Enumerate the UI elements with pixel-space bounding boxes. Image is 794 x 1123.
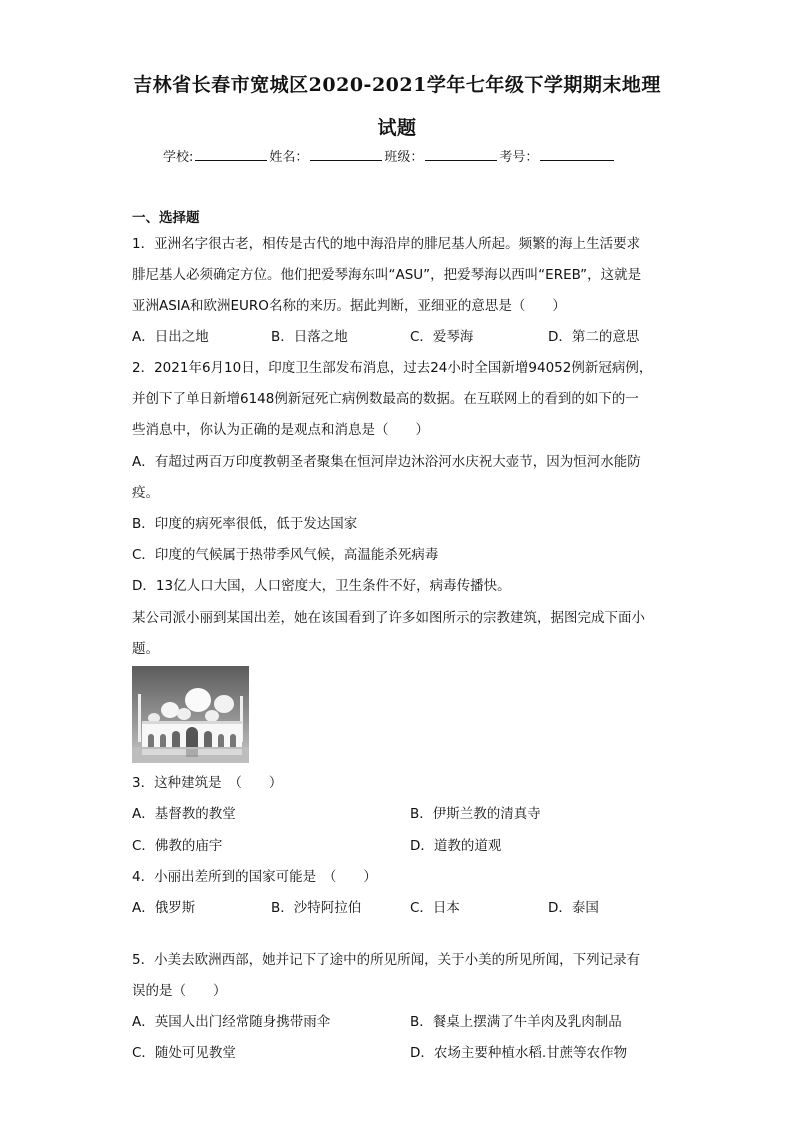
q4-option-d[interactable]: D．泰国: [548, 900, 599, 916]
q5-option-d[interactable]: D．农场主要种植水稻.甘蔗等农作物: [410, 1045, 628, 1061]
q5-option-b[interactable]: B．餐桌上摆满了牛羊肉及乳肉制品: [410, 1014, 622, 1030]
q1-option-a[interactable]: A．日出之地: [132, 329, 209, 345]
q3-option-c[interactable]: C．佛教的庙宇: [132, 838, 223, 854]
page-title: 吉林省长春市宽城区2020-2021学年七年级下学期期末地理: [133, 74, 661, 96]
q2-text-line3: 些消息中，你认为正确的是观点和消息是（ ）: [132, 422, 429, 438]
q5-option-a[interactable]: A．英国人出门经常随身携带雨伞: [132, 1014, 331, 1030]
q1-text-line2: 腓尼基人必须确定方位。他们把爱琴海东叫“ASU”，把爱琴海以西叫“EREB”，这就是: [132, 267, 642, 283]
class-blank[interactable]: [425, 146, 497, 161]
class-label: 班级：: [384, 150, 424, 165]
q4-option-c[interactable]: C．日本: [410, 900, 460, 916]
q2-option-c[interactable]: C．印度的气候属于热带季风气候，高温能杀死病毒: [132, 547, 439, 563]
q2-option-a-continued: 疫。: [132, 485, 159, 501]
section-heading: 一、选择题: [132, 210, 200, 226]
q4-option-b[interactable]: B．沙特阿拉伯: [271, 900, 362, 916]
q1-option-c[interactable]: C．爱琴海: [410, 329, 474, 345]
q2-text-line2: 并创下了单日新增6148例新冠死亡病例数最高的数据。在互联网上的看到的如下的一: [132, 391, 639, 407]
number-label: 考号：: [499, 150, 539, 165]
school-blank[interactable]: [195, 146, 267, 161]
q1-text-line1: 1．亚洲名字很古老，相传是古代的地中海沿岸的腓尼基人所起。频繁的海上生活要求: [132, 236, 641, 252]
q5-option-c[interactable]: C．随处可见教堂: [132, 1045, 236, 1061]
q1-option-b[interactable]: B．日落之地: [271, 329, 348, 345]
number-blank[interactable]: [540, 146, 614, 161]
q2-option-d[interactable]: D．13亿人口大国，人口密度大，卫生条件不好，病毒传播快。: [132, 578, 511, 594]
student-info-line: [163, 146, 616, 165]
q3-option-d[interactable]: D．道教的道观: [410, 838, 502, 854]
q4-text: 4．小丽出差所到的国家可能是 （ ）: [132, 869, 377, 885]
q2-option-a[interactable]: A．有超过两百万印度教朝圣者聚集在恒河岸边沐浴河水庆祝大壶节，因为恒河水能防: [132, 454, 641, 470]
school-label: 学校:: [163, 150, 194, 165]
mosque-photo: [132, 666, 249, 763]
q5-text-line1: 5．小美去欧洲西部，她并记下了途中的所见所闻，关于小美的所见所闻，下列记录有: [132, 952, 641, 968]
shared-stem-line2: 题。: [132, 641, 159, 657]
name-label: 姓名：: [269, 150, 309, 165]
q1-option-d[interactable]: D．第二的意思: [548, 329, 640, 345]
q2-option-b[interactable]: B．印度的病死率很低，低于发达国家: [132, 516, 358, 532]
q1-text-line3: 亚洲ASIA和欧洲EURO名称的来历。据此判断，亚细亚的意思是（ ）: [132, 298, 566, 314]
name-blank[interactable]: [310, 146, 382, 161]
q5-text-line2: 误的是（ ）: [132, 983, 227, 999]
q3-text: 3．这种建筑是 （ ）: [132, 775, 283, 791]
q4-option-a[interactable]: A．俄罗斯: [132, 900, 196, 916]
q3-option-a[interactable]: A．基督教的教堂: [132, 806, 236, 822]
page-title-continued: 试题: [377, 117, 417, 139]
q3-option-b[interactable]: B．伊斯兰教的清真寺: [410, 806, 541, 822]
q2-text-line1: 2．2021年6月10日，印度卫生部发布消息，过去24小时全国新增94052例新冠病例，: [132, 360, 653, 376]
shared-stem-line1: 某公司派小丽到某国出差，她在该国看到了许多如图所示的宗教建筑，据图完成下面小: [132, 610, 645, 626]
